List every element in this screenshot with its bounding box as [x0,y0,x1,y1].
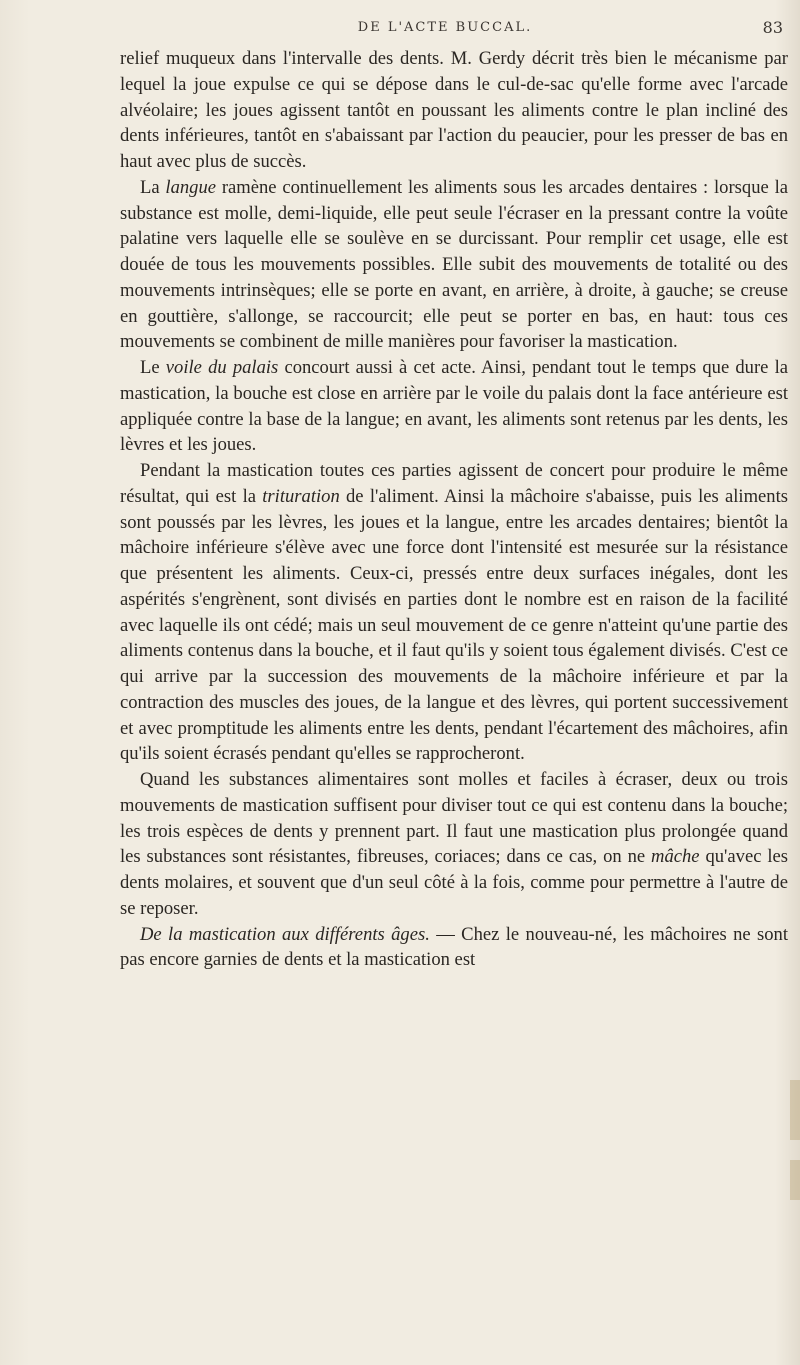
italic-term: trituration [262,485,340,507]
paragraph [120,355,788,458]
text-run: ramène continuellement les aliments sous les arcades dentaires : lorsque la substance est molle, demi-liquide, elle peut seule l'écraser en la pressant contre la voûte palatine vers laquelle elle se soulève en se durcissant. Pour remplir cet usage, elle est douée de tous les mouvements possibles. Elle subit des mouvements de totalité ou des mouvements intrinsèques; elle se porte en avant, en arrière, à droite, à gauche; se creuse en gouttière, s'allonge, se raccourcit; elle peut se porter en bas, en haut: tous ces mouvements se combinent de mille manières pour favoriser la mastication. [120,176,788,353]
text-run: qu'avec les dents molaires, et souvent que d'un seul côté à la fois, comme pour permettre à l'autre de se reposer. [120,846,788,919]
paragraph [120,922,788,974]
text-run: relief muqueux dans l'intervalle des dents. M. Gerdy décrit très bien le mécanisme par lequel la joue expulse ce qui se dépose dans le cul-de-sac qu'elle forme avec l'arcade alvéolaire; les joues agissent tantôt en poussant les aliments contre le plan incliné des dents inférieures, tantôt en s'abaissant par l'action du peaucier, pour les presser de bas en haut avec plus de succès. [120,48,788,172]
text-run: Le [140,357,166,378]
running-head: DE L'ACTE BUCCAL. [357,20,533,35]
body-text [120,46,788,973]
page-header [95,18,795,42]
italic-term: De la mastication aux différents âges. [140,923,430,945]
page-stain [790,1080,800,1140]
text-run: concourt aussi à cet acte. Ainsi, pendant tout le temps que dure la mastication, la bouche est close en arrière par le voile du palais dont la face antérieure est appliquée contre la base de la langue; en avant, les aliments sont retenus par les dents, les lèvres et les joues. [120,357,788,456]
text-run: Quand les substances alimentaires sont molles et faciles à écraser, deux ou trois mouvements de mastication suffisent pour diviser tout ce qui est contenu dans la bouche; les trois espèces de dents y prennent part. Il faut une mastication plus prolongée quand les substances sont résistantes, fibreuses, coriaces; dans ce cas, on ne [120,769,788,868]
paragraph [120,46,788,175]
paragraph [120,175,788,355]
paragraph [120,458,788,767]
page-stain [790,1160,800,1200]
text-run: La [140,176,166,198]
italic-term: langue [165,176,217,198]
text-run: — Chez le nouveau-né, les mâchoires ne sont pas encore garnies de dents et la mastication est [120,923,788,971]
text-run: de l'aliment. Ainsi la mâchoire s'abaisse, puis les aliments sont poussés par les lèvres, les joues et la langue, entre les arcades dentaires; bientôt la mâchoire inférieure s'élève avec une force dont l'intensité est mesurée sur la résistance que présentent les aliments. Ceux-ci, pressés entre deux surfaces inégales, dont les aspérités s'engrènent, sont divisés en parties dont le nombre est en raison de la facilité avec laquelle ils ont cédé; mais un seul mouvement de ce genre n'atteint qu'une partie des aliments contenus dans la bouche, et il faut qu'ils y soient tous également divisés. C'est ce qui arrive par la succession des mouvements de la mâchoire inférieure et par la contraction des muscles des joues, de la langue et des lèvres, qui portent successivement et avec promptitude les aliments entre les dents, pendant l'écartement des mâchoires, afin qu'ils soient écrasés pendant qu'elles se rapprocheront. [120,485,788,765]
italic-term: mâche [651,846,700,868]
page-number: 83 [762,18,783,37]
italic-term: voile du palais [165,357,279,378]
paragraph [120,767,788,922]
text-run: Pendant la mastication toutes ces parties agissent de concert pour produire le même résultat, qui est la [120,460,788,507]
